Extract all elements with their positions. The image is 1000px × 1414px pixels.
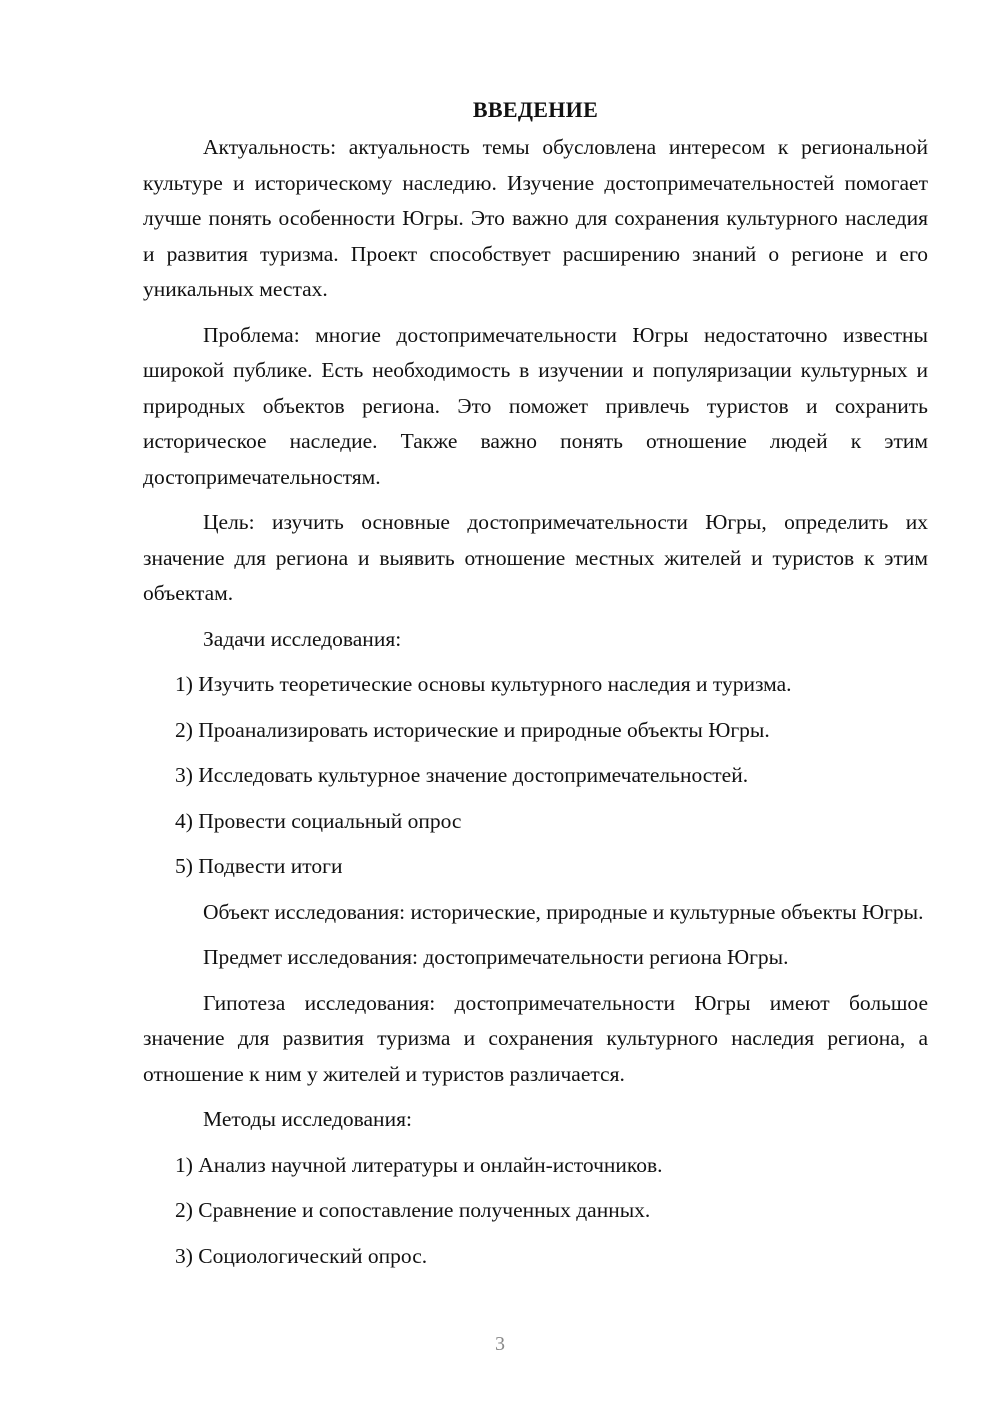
list-item: 2) Сравнение и сопоставление полученных данных. [175, 1198, 651, 1222]
list-item: 1) Анализ научной литературы и онлайн-источников. [175, 1152, 663, 1177]
list-item: 3) Исследовать культурное значение достопримечательностей. [175, 763, 749, 787]
methods-list [143, 1148, 928, 1275]
page-title: ВВЕДЕНИЕ [472, 97, 599, 122]
goal-paragraph: Цель: изучить основные достопримечательности Югры, определить их значение для региона и выявить отношение местных жителей и туристов к этим объектам. [143, 510, 928, 605]
page-number: 3 [495, 1333, 505, 1355]
tasks-list [143, 667, 928, 885]
list-item: 3) Социологический опрос. [175, 1243, 428, 1268]
hypothesis-paragraph: Гипотеза исследования: достопримечательности Югры имеют большое значение для развития туризма и сохранения культурного наследия региона, а отношение к ним у жителей и туристов различается. [143, 990, 928, 1086]
problem-paragraph: Проблема: многие достопримечательности Югры недостаточно известны широкой публике. Есть необходимость в изучении и популяризации культурных и природных объектов региона. Это поможет привлечь туристов и сохранить историческое наследие. Также важно понять отношение людей к этим достопримечательностям. [143, 322, 928, 489]
subject-paragraph: Предмет исследования: достопримечательности региона Югры. [203, 945, 789, 969]
methods-label: Методы исследования: [203, 1107, 412, 1131]
list-item: 2) Проанализировать исторические и природные объекты Югры. [175, 717, 770, 742]
document-page [143, 92, 928, 1284]
list-item: 5) Подвести итоги [175, 854, 343, 878]
object-paragraph: Объект исследования: исторические, природные и культурные объекты Югры. [203, 899, 924, 924]
list-item: 4) Провести социальный опрос [175, 808, 462, 833]
list-item: 1) Изучить теоретические основы культурного наследия и туризма. [175, 672, 792, 696]
tasks-label: Задачи исследования: [203, 626, 402, 651]
relevance-paragraph: Актуальность: актуальность темы обусловлена интересом к региональной культуре и историческому наследию. Изучение достопримечательностей помогает лучше понять особенности Югры. Это важно для сохранения культурного наследия и развития туризма. Проект способствует расширению знаний о регионе и его уникальных местах. [143, 135, 928, 301]
